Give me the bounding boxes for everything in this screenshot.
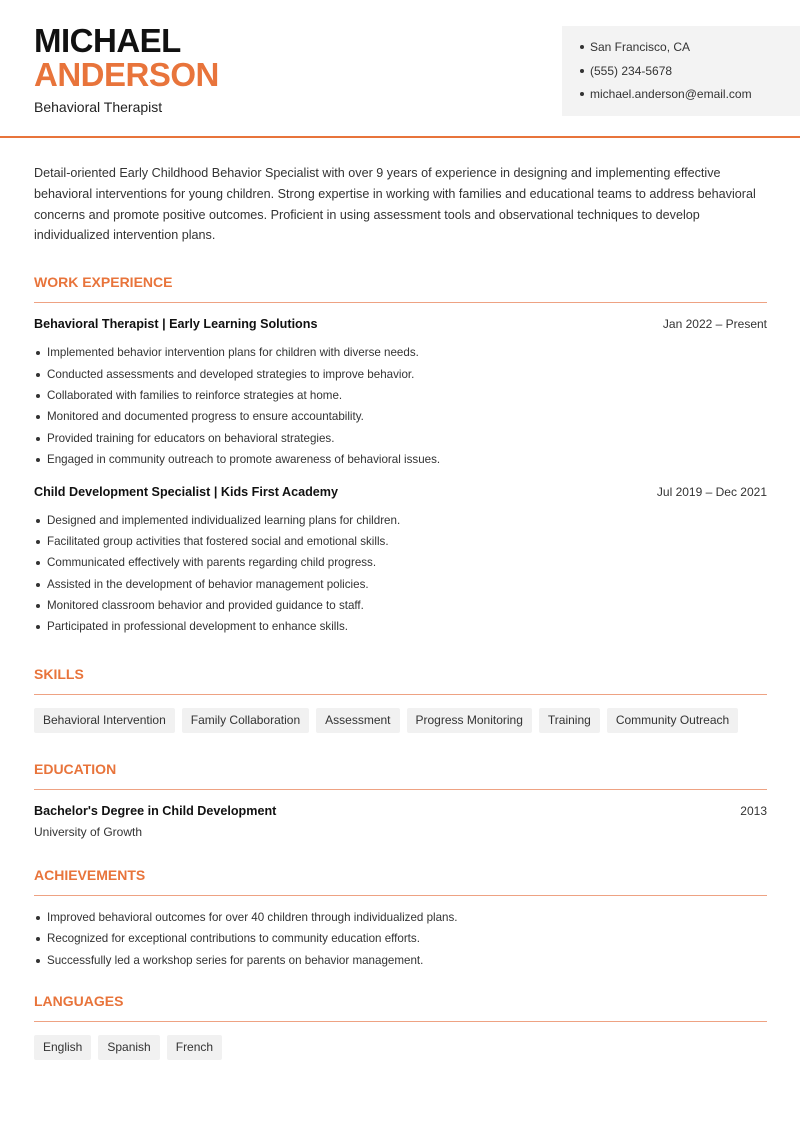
resume-header <box>0 0 800 138</box>
achievements-list <box>34 907 767 971</box>
contact-list <box>580 36 800 107</box>
list-item: Recognized for exceptional contributions to community education efforts. <box>34 928 767 949</box>
section-title-education: EDUCATION <box>34 760 117 777</box>
summary-text: Detail-oriented Early Childhood Behavior Specialist with over 9 years of experience in designing and implementing effective behavioral interventions for young children. Strong expertise in working with families and educational teams to address behavioral concerns and promote positive outcomes. Proficient in using assessment tools and observational techniques to develop individualized intervention plans. <box>34 166 756 243</box>
education-degree: Bachelor's Degree in Child Development <box>34 803 277 818</box>
section-title-work-experience: WORK EXPERIENCE <box>34 274 173 291</box>
job-entry <box>34 317 767 470</box>
job-header <box>34 485 767 505</box>
section-title-achievements: ACHIEVEMENTS <box>34 866 146 883</box>
list-item: Communicated effectively with parents regarding child progress. <box>34 552 767 573</box>
education-school: University of Growth <box>34 824 143 839</box>
education-year: 2013 <box>740 803 767 818</box>
list-item: Participated in professional development to enhance skills. <box>34 616 767 637</box>
contact-box <box>562 26 800 116</box>
job-title-company: Child Development Specialist | Kids First Academy <box>34 484 338 499</box>
job-title: Behavioral Therapist <box>34 99 163 115</box>
list-item: Monitored classroom behavior and provided guidance to staff. <box>34 595 767 616</box>
education-header <box>34 804 767 824</box>
list-item: Improved behavioral outcomes for over 40 children through individualized plans. <box>34 907 767 928</box>
contact-location: San Francisco, CA <box>580 36 800 60</box>
skill-chip: Behavioral Intervention <box>34 708 175 733</box>
language-chip: Spanish <box>98 1035 159 1060</box>
list-item: Provided training for educators on behavioral strategies. <box>34 428 767 449</box>
languages-list <box>34 1035 767 1060</box>
contact-email[interactable]: michael.anderson@email.com <box>580 83 800 107</box>
job-dates: Jul 2019 – Dec 2021 <box>656 484 767 499</box>
language-chip: French <box>167 1035 222 1060</box>
last-name: ANDERSON <box>34 56 219 93</box>
list-item: Engaged in community outreach to promote awareness of behavioral issues. <box>34 449 767 470</box>
resume-body <box>34 163 767 1060</box>
list-item: Successfully led a workshop series for parents on behavior management. <box>34 950 767 971</box>
header-divider <box>0 136 800 138</box>
contact-phone: (555) 234-5678 <box>580 60 800 84</box>
list-item: Assisted in the development of behavior management policies. <box>34 574 767 595</box>
job-title-company: Behavioral Therapist | Early Learning Solutions <box>34 317 318 332</box>
skill-chip: Training <box>539 708 600 733</box>
list-item: Conducted assessments and developed strategies to improve behavior. <box>34 364 767 385</box>
job-bullets <box>34 510 767 638</box>
list-item: Designed and implemented individualized learning plans for children. <box>34 510 767 531</box>
first-name: MICHAEL <box>34 22 181 59</box>
section-title-skills: SKILLS <box>34 665 84 682</box>
section-divider <box>34 789 767 790</box>
section-divider <box>34 302 767 303</box>
section-title-languages: LANGUAGES <box>34 993 124 1010</box>
list-item: Implemented behavior intervention plans for children with diverse needs. <box>34 342 767 363</box>
list-item: Facilitated group activities that fostered social and emotional skills. <box>34 531 767 552</box>
job-dates: Jan 2022 – Present <box>662 317 767 332</box>
job-bullets <box>34 342 767 470</box>
job-header <box>34 317 767 337</box>
skill-chip: Community Outreach <box>607 708 738 733</box>
section-divider <box>34 694 767 695</box>
job-entry <box>34 485 767 638</box>
skills-list <box>34 708 767 733</box>
list-item: Monitored and documented progress to ensure accountability. <box>34 406 767 427</box>
skill-chip: Family Collaboration <box>182 708 309 733</box>
language-chip: English <box>34 1035 91 1060</box>
skill-chip: Assessment <box>316 708 399 733</box>
list-item: Collaborated with families to reinforce strategies at home. <box>34 385 767 406</box>
section-divider <box>34 895 767 896</box>
skill-chip: Progress Monitoring <box>407 708 532 733</box>
section-divider <box>34 1021 767 1022</box>
